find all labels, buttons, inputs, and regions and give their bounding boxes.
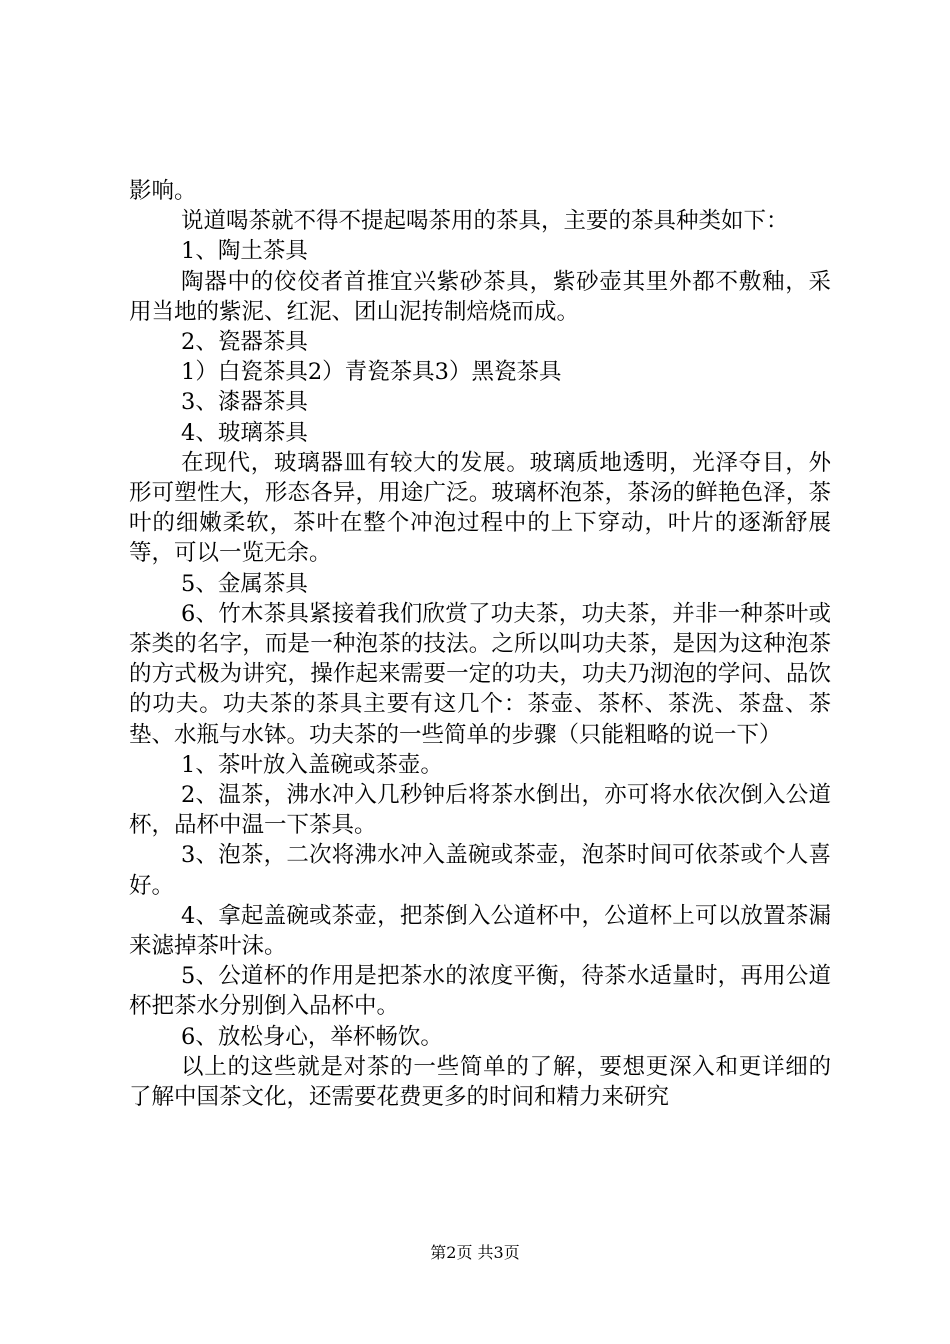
paragraph: 2、瓷器茶具 bbox=[181, 329, 308, 356]
paragraph: 6、放松身心，举杯畅饮。 bbox=[181, 1023, 443, 1050]
paragraph: 6、竹木茶具紧接着我们欣赏了功夫茶，功夫茶，并非一种茶叶或茶类的名字，而是一种泡茶的技法。之所以叫功夫茶，是因为这种泡茶的方式极为讲究，操作起来需要一定的功夫，功夫乃沏泡的学问、品饮的功夫。功夫茶的茶具主要有这几个：茶壶、茶杯、茶洗、茶盘、茶垫、水瓶与水钵。功夫茶的一些简单的步骤（只能粗略的说一下） bbox=[129, 600, 831, 748]
paragraph: 在现代，玻璃器皿有较大的发展。玻璃质地透明，光泽夺目，外形可塑性大，形态各异，用途广泛。玻璃杯泡茶，茶汤的鲜艳色泽，茶叶的细嫩柔软，茶叶在整个冲泡过程中的上下穿动，叶片的逐渐舒展等，可以一览无余。 bbox=[129, 449, 831, 567]
paragraph: 1）白瓷茶具2）青瓷茶具3）黑瓷茶具 bbox=[181, 359, 562, 386]
page-footer: 第2页 共3页 bbox=[430, 1243, 520, 1262]
paragraph: 2、温茶，沸水冲入几秒钟后将茶水倒出，亦可将水依次倒入公道杯，品杯中温一下茶具。 bbox=[129, 782, 831, 839]
paragraph: 5、金属茶具 bbox=[181, 570, 308, 597]
paragraph: 3、漆器茶具 bbox=[181, 389, 308, 416]
paragraph: 影响。 bbox=[129, 178, 197, 204]
paragraph: 3、泡茶，二次将沸水冲入盖碗或茶壶，泡茶时间可依茶或个人喜好。 bbox=[129, 842, 831, 899]
paragraph: 陶器中的佼佼者首推宜兴紫砂茶具，紫砂壶其里外都不敷釉，采用当地的紫泥、红泥、团山泥抟制焙烧而成。 bbox=[129, 268, 831, 325]
paragraph: 1、陶土茶具 bbox=[181, 238, 308, 265]
paragraph: 以上的这些就是对茶的一些简单的了解，要想更深入和更详细的了解中国茶文化，还需要花费更多的时间和精力来研究 bbox=[129, 1053, 831, 1111]
paragraph: 1、茶叶放入盖碗或茶壶。 bbox=[181, 751, 443, 778]
paragraph: 说道喝茶就不得不提起喝茶用的茶具，主要的茶具种类如下： bbox=[181, 208, 789, 235]
document-body bbox=[129, 176, 831, 1112]
paragraph: 4、玻璃茶具 bbox=[181, 419, 308, 446]
paragraph: 4、拿起盖碗或茶壶，把茶倒入公道杯中，公道杯上可以放置茶漏来滤掉茶叶沫。 bbox=[129, 902, 831, 960]
paragraph: 5、公道杯的作用是把茶水的浓度平衡，待茶水适量时，再用公道杯把茶水分别倒入品杯中。 bbox=[129, 963, 831, 1020]
